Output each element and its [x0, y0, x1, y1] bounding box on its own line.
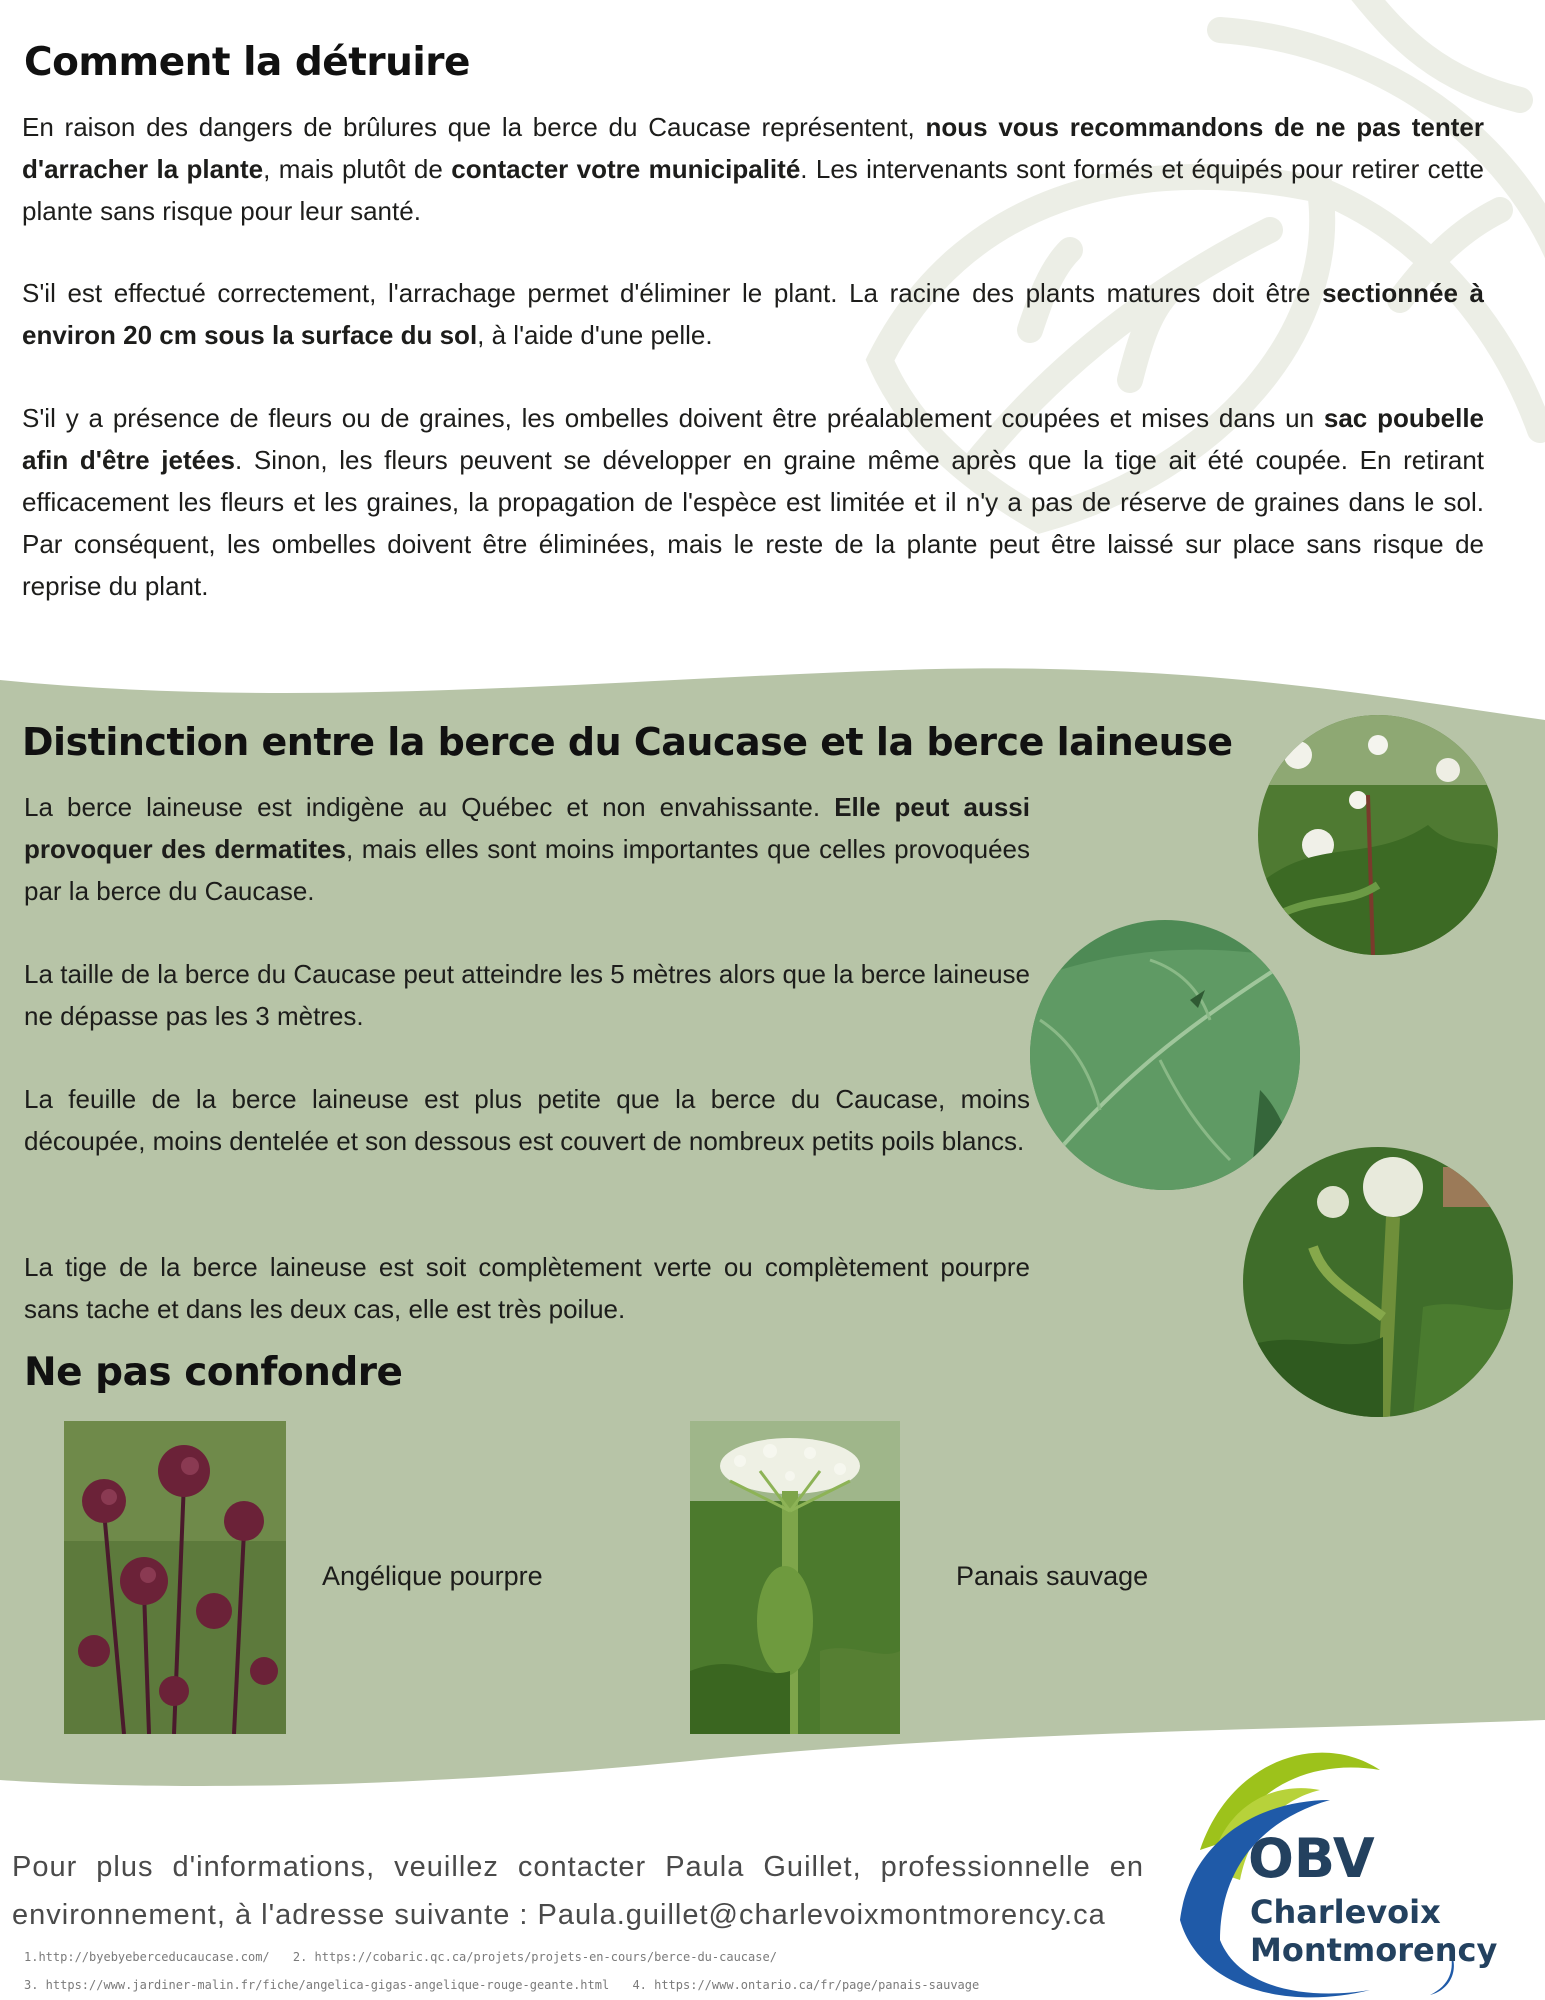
photo-hogweed-leaf-circle	[1030, 920, 1300, 1190]
reference-4[interactable]: 4. https://www.ontario.ca/fr/page/panais-sauvage	[632, 1978, 980, 1992]
section-title-destroy: Comment la détruire	[24, 40, 470, 85]
paragraph-destroy-2: S'il est effectué correctement, l'arrachage permet d'éliminer le plant. La racine des plants matures doit être sectionnée à environ 20 cm sous la surface du sol, à l'aide d'une pelle.	[22, 278, 1484, 350]
photo-hogweed-stem-circle	[1243, 1147, 1513, 1417]
logo-text-obv: OBV	[1248, 1827, 1375, 1890]
contact-text: Pour plus d'informations, veuillez contacter Paula Guillet, professionnelle en environnement, à l'adresse suivante : Paula.guillet@charlevoixmontmorency.ca	[12, 1851, 1144, 1931]
paragraph-distinction-2: La taille de la berce du Caucase peut atteindre les 5 mètres alors que la berce laineuse ne dépasse pas les 3 mètres.	[24, 959, 1030, 1031]
reference-2[interactable]: 2. https://cobaric.qc.ca/projets/projets-en-cours/berce-du-caucase/	[292, 1950, 777, 1964]
caption-angelique-pourpre: Angélique pourpre	[322, 1561, 543, 1591]
logo-text-montmorency: Montmorency	[1250, 1931, 1498, 1969]
paragraph-distinction-1: La berce laineuse est indigène au Québec et non envahissante. Elle peut aussi provoquer des dermatites, mais elles sont moins importantes que celles provoquées par la berce du Caucase.	[24, 792, 1031, 906]
section-title-confusion: Ne pas confondre	[24, 1350, 403, 1395]
photo-hogweed-plant-circle	[1258, 715, 1498, 955]
logo-text-charlevoix: Charlevoix	[1250, 1893, 1441, 1931]
section-title-distinction: Distinction entre la berce du Caucase et la berce laineuse	[22, 720, 1233, 764]
photo-panais-sauvage	[690, 1421, 900, 1734]
references-line-2	[24, 1978, 995, 1992]
paragraph-destroy-1: En raison des dangers de brûlures que la berce du Caucase représentent, nous vous recommandons de ne pas tenter d'arracher la plante, mais plutôt de contacter votre municipalité. Les intervenants sont formés et équipés pour retirer cette plante sans risque pour leur santé.	[22, 112, 1484, 226]
paragraph-distinction-3: La feuille de la berce laineuse est plus petite que la berce du Caucase, moins découpée, moins dentelée et son dessous est couvert de nombreux petits poils blancs.	[24, 1084, 1030, 1156]
caption-panais-sauvage: Panais sauvage	[956, 1561, 1149, 1591]
reference-1[interactable]: 1.http://byebyeberceducaucase.com/	[24, 1950, 270, 1964]
photo-angelique-pourpre	[64, 1421, 286, 1734]
paragraph-destroy-3: S'il y a présence de fleurs ou de graines, les ombelles doivent être préalablement coupées et mises dans un sac poubelle afin d'être jetées. Sinon, les fleurs peuvent se développer en graine même après que la tige ait été coupée. En retirant efficacement les fleurs et les graines, la propagation de l'espèce est limitée et il n'y a pas de réserve de graines dans le sol. Par conséquent, les ombelles doivent être éliminées, mais le reste de la plante peut être laissé sur place sans risque de reprise du plant.	[22, 403, 1485, 601]
references-line-1	[24, 1950, 793, 1964]
paragraph-distinction-4: La tige de la berce laineuse est soit complètement verte ou complètement pourpre sans tache et dans les deux cas, elle est très poilue.	[24, 1252, 1030, 1324]
reference-3[interactable]: 3. https://www.jardiner-malin.fr/fiche/angelica-gigas-angelique-rouge-geante.html	[24, 1978, 610, 1992]
